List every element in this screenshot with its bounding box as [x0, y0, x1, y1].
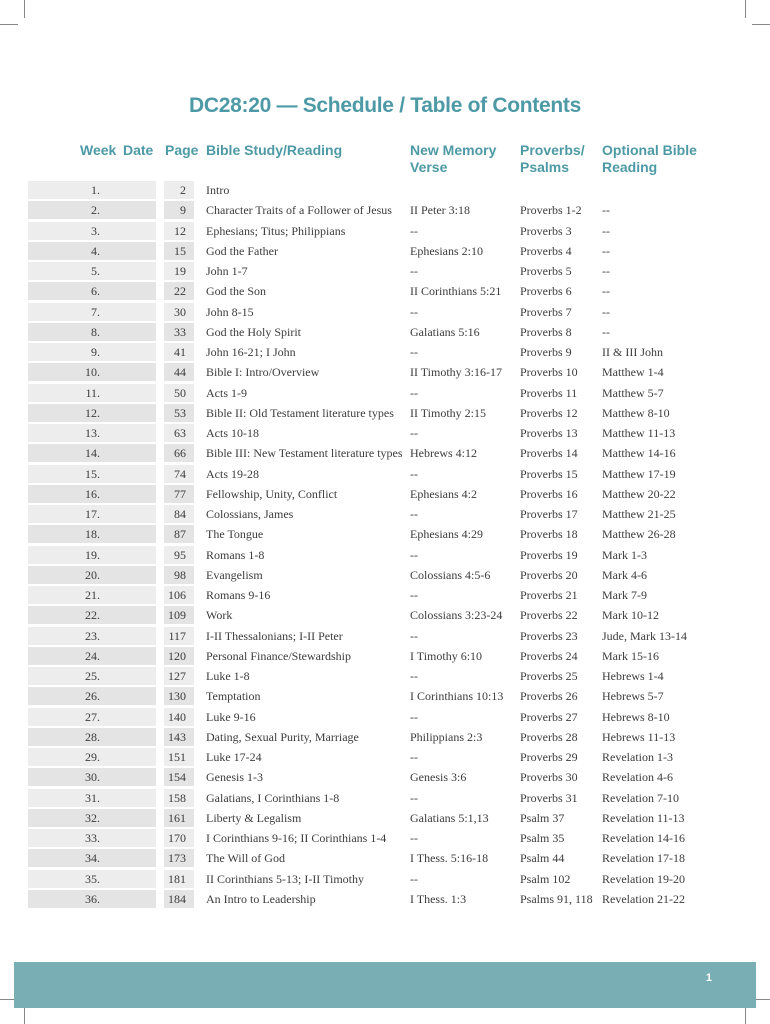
week-number: 3.: [91, 223, 100, 238]
proverbs-psalms-cell: Proverbs 12: [520, 405, 578, 420]
week-number: 10.: [85, 365, 100, 380]
table-row: [28, 767, 748, 787]
page-number-cell: 154: [168, 770, 186, 785]
memory-verse-cell: II Timothy 2:15: [410, 405, 487, 420]
memory-verse-cell: --: [410, 588, 418, 602]
week-number: 12.: [85, 405, 100, 420]
optional-reading-cell: --: [602, 243, 610, 258]
memory-verse-cell: Ephesians 2:10: [410, 243, 483, 258]
proverbs-psalms-cell: Proverbs 27: [520, 709, 578, 724]
page-number-cell: 44: [174, 365, 186, 380]
week-number: 26.: [85, 689, 100, 704]
crop-mark: [0, 24, 18, 25]
bible-study-cell: God the Holy Spirit: [206, 324, 301, 339]
week-number: 4.: [91, 243, 100, 258]
table-row: [28, 443, 748, 463]
week-number: 33.: [85, 831, 100, 845]
header-week: Week: [80, 142, 117, 158]
table-row: [28, 545, 748, 565]
page-number-cell: 63: [174, 426, 186, 440]
optional-reading-cell: Revelation 11-13: [602, 810, 685, 825]
week-number: 34.: [85, 851, 100, 866]
bible-study-cell: Romans 9-16: [206, 588, 271, 602]
memory-verse-cell: Colossians 4:5-6: [410, 567, 491, 582]
bible-study-cell: Genesis 1-3: [206, 770, 263, 785]
table-row: [28, 889, 748, 909]
page-number-cell: 12: [174, 223, 186, 238]
week-number: 23.: [85, 628, 100, 643]
optional-reading-cell: Mark 1-3: [602, 547, 647, 562]
table-row: [28, 504, 748, 524]
page-number-cell: 170: [168, 831, 186, 845]
page-number-cell: 22: [174, 284, 186, 299]
bible-study-cell: Bible II: Old Testament literature types: [206, 405, 394, 420]
crop-mark: [24, 1006, 25, 1024]
table-row: [28, 464, 748, 484]
proverbs-psalms-cell: Proverbs 22: [520, 608, 578, 623]
bible-study-cell: John 1-7: [206, 264, 248, 278]
week-number: 24.: [85, 648, 100, 663]
proverbs-psalms-cell: Proverbs 7: [520, 304, 572, 319]
proverbs-psalms-cell: Proverbs 9: [520, 345, 572, 359]
optional-reading-cell: Matthew 20-22: [602, 486, 676, 501]
header-proverbs-line1: Proverbs/: [520, 142, 585, 158]
memory-verse-cell: --: [410, 426, 418, 440]
page-number-cell: 161: [168, 810, 186, 825]
optional-reading-cell: --: [602, 284, 610, 299]
proverbs-psalms-cell: Proverbs 25: [520, 669, 578, 683]
page-number-cell: 66: [174, 446, 186, 461]
proverbs-psalms-cell: Proverbs 20: [520, 567, 578, 582]
page-number-cell: 173: [168, 851, 186, 866]
memory-verse-cell: --: [410, 345, 418, 359]
week-number: 27.: [85, 709, 100, 724]
proverbs-psalms-cell: Proverbs 24: [520, 648, 578, 663]
proverbs-psalms-cell: Proverbs 6: [520, 284, 572, 299]
page-number-cell: 15: [174, 243, 186, 258]
optional-reading-cell: Mark 7-9: [602, 588, 647, 602]
week-number: 21.: [85, 588, 100, 602]
header-page: Page: [165, 142, 199, 158]
proverbs-psalms-cell: Psalms 91, 118: [520, 891, 593, 906]
optional-reading-cell: --: [602, 203, 610, 218]
proverbs-psalms-cell: Psalm 44: [520, 851, 565, 866]
memory-verse-cell: Ephesians 4:2: [410, 486, 477, 501]
memory-verse-cell: Hebrews 4:12: [410, 446, 477, 461]
footer-band: [14, 962, 756, 1008]
week-number: 36.: [85, 891, 100, 906]
memory-verse-cell: II Timothy 3:16-17: [410, 365, 503, 380]
proverbs-psalms-cell: Psalm 37: [520, 810, 565, 825]
optional-reading-cell: --: [602, 304, 610, 319]
memory-verse-cell: --: [410, 264, 418, 278]
table-row: [28, 524, 748, 544]
page-number-cell: 19: [174, 264, 186, 278]
proverbs-psalms-cell: Psalm 102: [520, 871, 571, 886]
bible-study-cell: John 8-15: [206, 304, 254, 319]
bible-study-cell: Evangelism: [206, 567, 263, 582]
optional-reading-cell: --: [602, 223, 610, 238]
table-row: [28, 362, 748, 382]
bible-study-cell: Character Traits of a Follower of Jesus: [206, 203, 392, 218]
bible-study-cell: Acts 1-9: [206, 385, 247, 400]
memory-verse-cell: --: [410, 628, 418, 643]
table-row: [28, 808, 748, 828]
crop-mark: [24, 0, 25, 18]
table-row: [28, 302, 748, 322]
memory-verse-cell: --: [410, 790, 418, 805]
page-number-cell: 77: [174, 486, 186, 501]
page-number-cell: 117: [168, 628, 186, 643]
page-number-cell: 74: [174, 466, 186, 481]
bible-study-cell: The Will of God: [206, 851, 285, 866]
proverbs-psalms-cell: Proverbs 15: [520, 466, 578, 481]
memory-verse-cell: --: [410, 547, 418, 562]
bible-study-cell: Ephesians; Titus; Philippians: [206, 223, 346, 238]
proverbs-psalms-cell: Proverbs 8: [520, 324, 572, 339]
table-row: [28, 383, 748, 403]
week-number: 5.: [91, 264, 100, 278]
crop-mark: [745, 0, 746, 18]
proverbs-psalms-cell: Proverbs 13: [520, 426, 578, 440]
optional-reading-cell: Revelation 21-22: [602, 891, 685, 906]
proverbs-psalms-cell: Proverbs 19: [520, 547, 578, 562]
bible-study-cell: Temptation: [206, 689, 261, 704]
memory-verse-cell: I Thess. 5:16-18: [410, 851, 489, 866]
week-number: 9.: [91, 345, 100, 359]
proverbs-psalms-cell: Proverbs 30: [520, 770, 578, 785]
header-date: Date: [123, 142, 154, 158]
week-number: 31.: [85, 790, 100, 805]
optional-reading-cell: Matthew 26-28: [602, 527, 676, 542]
optional-reading-cell: Revelation 7-10: [602, 790, 679, 805]
memory-verse-cell: I Corinthians 10:13: [410, 689, 504, 704]
bible-study-cell: Colossians, James: [206, 507, 294, 521]
proverbs-psalms-cell: Proverbs 5: [520, 264, 572, 278]
proverbs-psalms-cell: Proverbs 14: [520, 446, 578, 461]
memory-verse-cell: Philippians 2:3: [410, 729, 483, 744]
week-number: 6.: [91, 284, 100, 299]
table-row: [28, 322, 748, 342]
memory-verse-cell: --: [410, 669, 418, 683]
week-number: 16.: [85, 486, 100, 501]
bible-study-cell: Bible III: New Testament literature types: [206, 446, 403, 461]
memory-verse-cell: --: [410, 466, 418, 481]
crop-mark: [752, 24, 770, 25]
page-number-cell: 140: [168, 709, 186, 724]
week-number: 19.: [85, 547, 100, 562]
header-optional-reading: [602, 142, 697, 176]
header-proverbs-psalms: [520, 142, 585, 176]
page-number: 1: [705, 972, 712, 984]
page-number-cell: 41: [174, 345, 186, 359]
proverbs-psalms-cell: Proverbs 31: [520, 790, 578, 805]
header-proverbs-line2: Psalms: [520, 159, 570, 175]
page-number-cell: 143: [168, 729, 186, 744]
proverbs-psalms-cell: Proverbs 11: [520, 385, 578, 400]
optional-reading-cell: Hebrews 5-7: [602, 689, 664, 704]
optional-reading-cell: Hebrews 1-4: [602, 669, 664, 683]
page-number-cell: 2: [180, 183, 186, 197]
page-number-cell: 181: [168, 871, 186, 886]
proverbs-psalms-cell: Proverbs 21: [520, 588, 578, 602]
week-number: 29.: [85, 750, 100, 764]
table-row: [28, 281, 748, 301]
week-number: 14.: [85, 446, 100, 461]
table-row: [28, 828, 748, 848]
bible-study-cell: Personal Finance/Stewardship: [206, 648, 351, 663]
page-number-cell: 9: [180, 203, 186, 218]
week-number: 17.: [85, 507, 100, 521]
table-row: [28, 727, 748, 747]
bible-study-cell: II Corinthians 5-13; I-II Timothy: [206, 871, 364, 886]
page-number-cell: 33: [174, 324, 186, 339]
bible-study-cell: The Tongue: [206, 527, 264, 542]
optional-reading-cell: Matthew 21-25: [602, 507, 676, 521]
table-row: [28, 646, 748, 666]
bible-study-cell: Intro: [206, 183, 230, 197]
memory-verse-cell: --: [410, 223, 418, 238]
bible-study-cell: Luke 9-16: [206, 709, 256, 724]
week-number: 13.: [85, 426, 100, 440]
memory-verse-cell: I Thess. 1:3: [410, 891, 467, 906]
table-row: [28, 221, 748, 241]
optional-reading-cell: Matthew 14-16: [602, 446, 676, 461]
table-row: [28, 605, 748, 625]
proverbs-psalms-cell: Proverbs 17: [520, 507, 578, 521]
optional-reading-cell: --: [602, 264, 610, 278]
memory-verse-cell: II Peter 3:18: [410, 203, 470, 218]
bible-study-cell: Bible I: Intro/Overview: [206, 365, 320, 380]
optional-reading-cell: Matthew 5-7: [602, 385, 664, 400]
optional-reading-cell: Matthew 11-13: [602, 426, 676, 440]
week-number: 1.: [91, 183, 100, 197]
proverbs-psalms-cell: Proverbs 3: [520, 223, 572, 238]
page-number-cell: 151: [168, 750, 186, 764]
week-number: 2.: [91, 203, 100, 218]
memory-verse-cell: I Timothy 6:10: [410, 648, 483, 663]
table-row: [28, 585, 748, 605]
page-number-cell: 30: [174, 304, 186, 319]
header-memory-verse-line2: Verse: [410, 159, 448, 175]
optional-reading-cell: Mark 15-16: [602, 648, 659, 663]
table-row: [28, 869, 748, 889]
header-memory-verse-line1: New Memory: [410, 142, 497, 158]
schedule-table: [28, 180, 748, 909]
optional-reading-cell: Revelation 19-20: [602, 871, 685, 886]
table-row: [28, 423, 748, 443]
table-row: [28, 342, 748, 362]
proverbs-psalms-cell: Proverbs 10: [520, 365, 578, 380]
table-row: [28, 788, 748, 808]
optional-reading-cell: --: [602, 324, 610, 339]
page-number-cell: 109: [168, 608, 186, 623]
memory-verse-cell: Genesis 3:6: [410, 770, 467, 785]
table-row: [28, 565, 748, 585]
table-row: [28, 484, 748, 504]
bible-study-cell: I Corinthians 9-16; II Corinthians 1-4: [206, 831, 387, 845]
header-memory-verse: [410, 142, 496, 176]
bible-study-cell: John 16-21; I John: [206, 345, 296, 359]
bible-study-cell: Luke 17-24: [206, 750, 262, 764]
table-row: [28, 200, 748, 220]
page-number-cell: 158: [168, 790, 186, 805]
optional-reading-cell: II & III John: [602, 345, 663, 359]
bible-study-cell: Acts 10-18: [206, 426, 259, 440]
optional-reading-cell: Matthew 1-4: [602, 365, 664, 380]
optional-reading-cell: Jude, Mark 13-14: [602, 628, 687, 643]
week-number: 32.: [85, 810, 100, 825]
optional-reading-cell: Hebrews 8-10: [602, 709, 670, 724]
week-number: 22.: [85, 608, 100, 623]
proverbs-psalms-cell: Proverbs 26: [520, 689, 578, 704]
week-number: 35.: [85, 871, 100, 886]
proverbs-psalms-cell: Proverbs 1-2: [520, 203, 582, 218]
bible-study-cell: Galatians, I Corinthians 1-8: [206, 790, 340, 805]
page-number-cell: 98: [174, 567, 186, 582]
table-row: [28, 180, 748, 200]
table-row: [28, 747, 748, 767]
bible-study-cell: An Intro to Leadership: [206, 891, 316, 906]
memory-verse-cell: --: [410, 385, 418, 400]
bible-study-cell: Romans 1-8: [206, 547, 265, 562]
table-row: [28, 707, 748, 727]
bible-study-cell: Dating, Sexual Purity, Marriage: [206, 729, 359, 744]
page-number-cell: 95: [174, 547, 186, 562]
week-number: 30.: [85, 770, 100, 785]
page-number-cell: 87: [174, 527, 186, 542]
week-number: 11.: [85, 385, 100, 400]
memory-verse-cell: --: [410, 750, 418, 764]
memory-verse-cell: II Corinthians 5:21: [410, 284, 502, 299]
table-row: [28, 261, 748, 281]
bible-study-cell: Luke 1-8: [206, 669, 250, 683]
header-bible-study: Bible Study/Reading: [206, 142, 343, 158]
bible-study-cell: Work: [206, 608, 233, 623]
table-row: [28, 848, 748, 868]
proverbs-psalms-cell: Proverbs 28: [520, 729, 578, 744]
header-optional-line2: Reading: [602, 159, 658, 175]
page-number-cell: 53: [174, 405, 186, 420]
memory-verse-cell: --: [410, 507, 418, 521]
week-number: 15.: [85, 466, 100, 481]
optional-reading-cell: Revelation 17-18: [602, 851, 685, 866]
table-row: [28, 403, 748, 423]
proverbs-psalms-cell: Proverbs 29: [520, 750, 578, 764]
memory-verse-cell: Colossians 3:23-24: [410, 608, 503, 623]
week-number: 7.: [91, 304, 100, 319]
bible-study-cell: Fellowship, Unity, Conflict: [206, 486, 338, 501]
optional-reading-cell: Matthew 17-19: [602, 466, 676, 481]
page-title: DC28:20 — Schedule / Table of Contents: [189, 94, 581, 117]
week-number: 20.: [85, 567, 100, 582]
week-number: 8.: [91, 324, 100, 339]
page-number-cell: 184: [168, 891, 186, 906]
bible-study-cell: Liberty & Legalism: [206, 810, 302, 825]
memory-verse-cell: Galatians 5:16: [410, 324, 480, 339]
table-row: [28, 666, 748, 686]
optional-reading-cell: Revelation 4-6: [602, 770, 673, 785]
table-row: [28, 241, 748, 261]
memory-verse-cell: --: [410, 871, 418, 886]
page-number-cell: 106: [168, 588, 186, 602]
week-number: 28.: [85, 729, 100, 744]
proverbs-psalms-cell: Proverbs 4: [520, 243, 572, 258]
bible-study-cell: God the Father: [206, 243, 278, 258]
page-number-cell: 127: [168, 669, 186, 683]
memory-verse-cell: --: [410, 304, 418, 319]
bible-study-cell: God the Son: [206, 284, 266, 299]
week-number: 18.: [85, 527, 100, 542]
proverbs-psalms-cell: Proverbs 18: [520, 527, 578, 542]
memory-verse-cell: Ephesians 4:29: [410, 527, 483, 542]
optional-reading-cell: Revelation 14-16: [602, 831, 685, 845]
proverbs-psalms-cell: Proverbs 16: [520, 486, 578, 501]
memory-verse-cell: Galatians 5:1,13: [410, 810, 489, 825]
page-number-cell: 84: [174, 507, 186, 521]
table-row: [28, 686, 748, 706]
memory-verse-cell: --: [410, 831, 418, 845]
table-row: [28, 626, 748, 646]
bible-study-cell: I-II Thessalonians; I-II Peter: [206, 628, 343, 643]
proverbs-psalms-cell: Psalm 35: [520, 831, 565, 845]
bible-study-cell: Acts 19-28: [206, 466, 259, 481]
page-number-cell: 50: [174, 385, 186, 400]
page-number-cell: 130: [168, 689, 186, 704]
memory-verse-cell: --: [410, 709, 418, 724]
optional-reading-cell: Hebrews 11-13: [602, 729, 676, 744]
week-number: 25.: [85, 669, 100, 683]
optional-reading-cell: Revelation 1-3: [602, 750, 673, 764]
page-number-cell: 120: [168, 648, 186, 663]
optional-reading-cell: Mark 4-6: [602, 567, 647, 582]
crop-mark: [745, 1006, 746, 1024]
proverbs-psalms-cell: Proverbs 23: [520, 628, 578, 643]
optional-reading-cell: Matthew 8-10: [602, 405, 670, 420]
optional-reading-cell: Mark 10-12: [602, 608, 659, 623]
header-optional-line1: Optional Bible: [602, 142, 697, 158]
